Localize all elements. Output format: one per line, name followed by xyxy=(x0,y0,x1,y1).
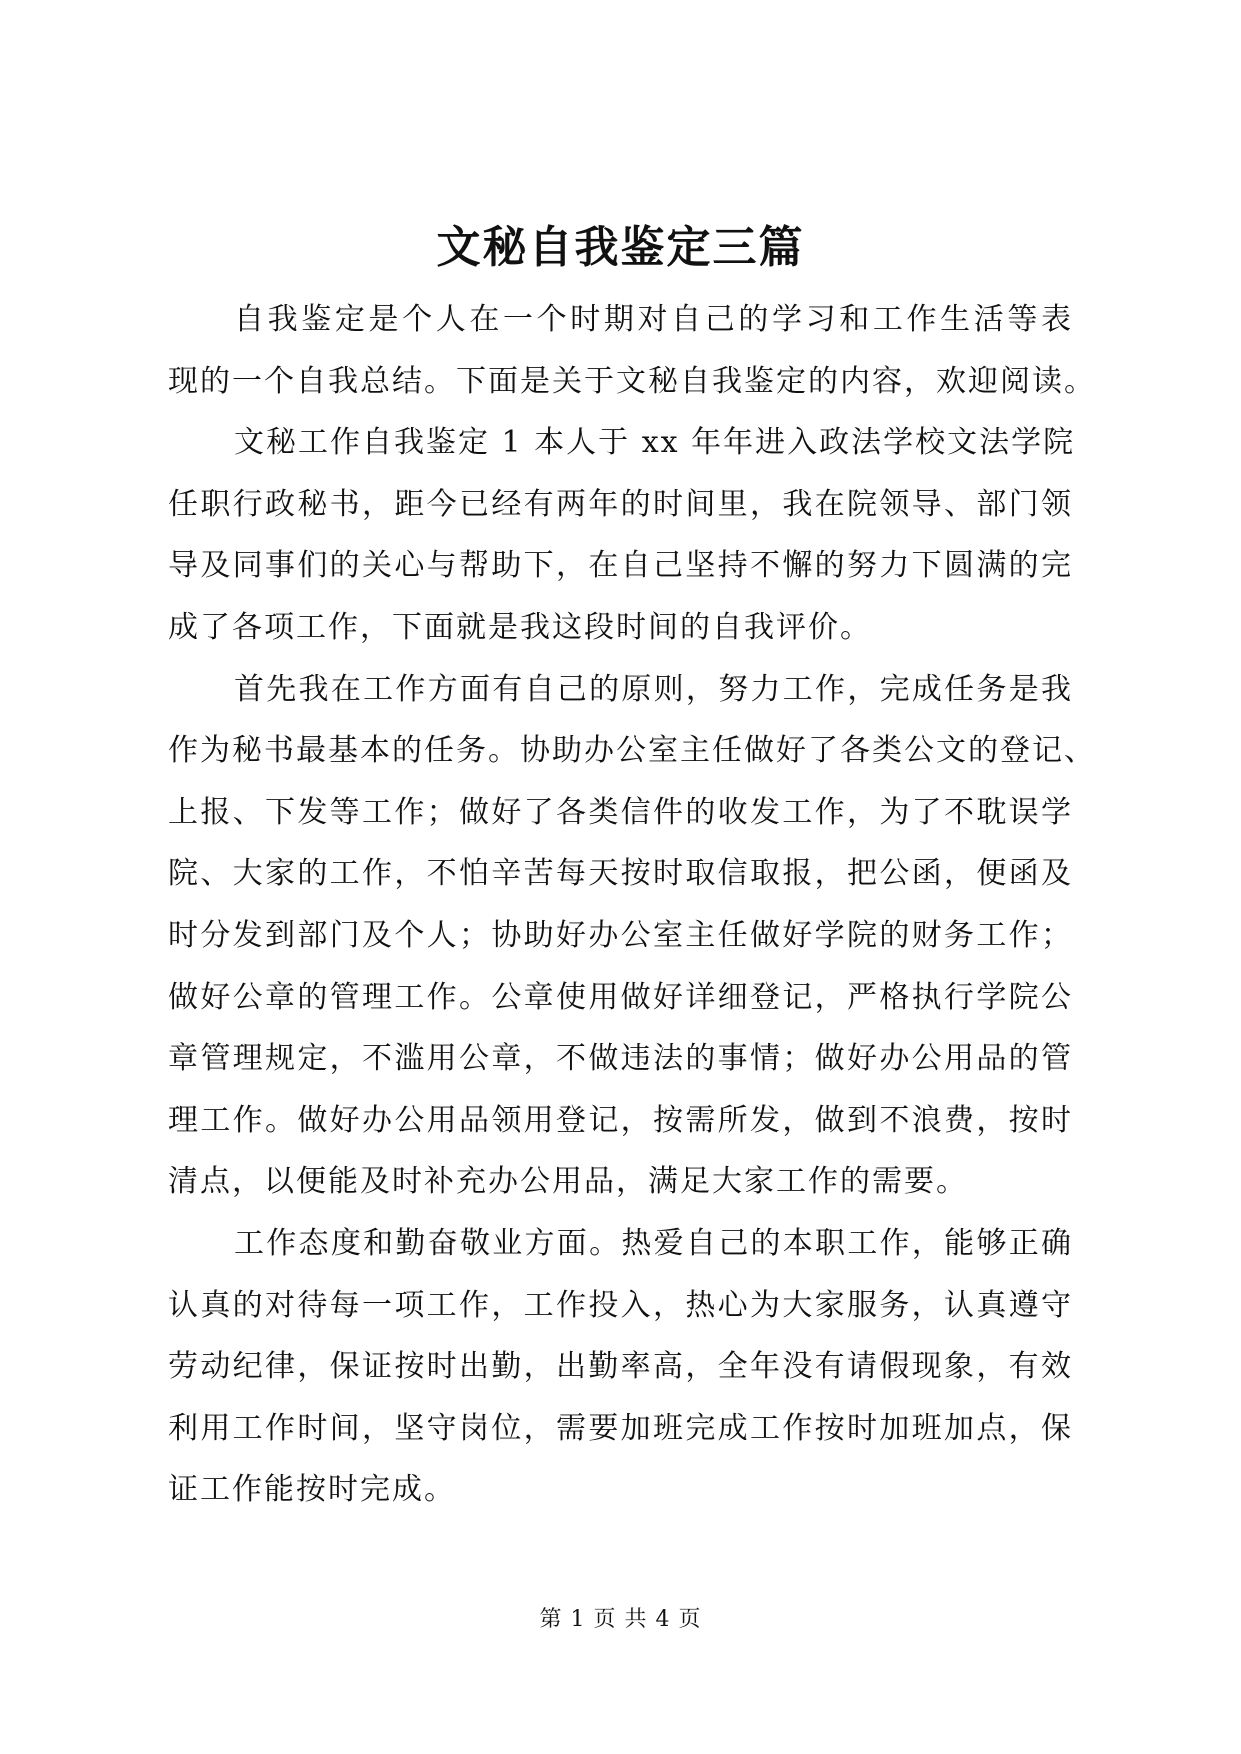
text-line: 导及同事们的关心与帮助下，在自己坚持不懈的努力下圆满的完 xyxy=(168,548,1073,584)
text-line: 文秘工作自我鉴定 1 本人于 xx 年年进入政法学校文法学院 xyxy=(234,425,1076,461)
text-line: 时分发到部门及个人；协助好办公室主任做好学院的财务工作； xyxy=(168,917,1073,953)
text-line: 自我鉴定是个人在一个时期对自己的学习和工作生活等表 xyxy=(234,302,1073,337)
text-line: 成了各项工作，下面就是我这段时间的自我评价。 xyxy=(168,609,872,645)
text-line: 证工作能按时完成。 xyxy=(168,1472,456,1508)
text-line: 首先我在工作方面有自己的原则，努力工作，完成任务是我 xyxy=(234,671,1073,707)
page-title: 文秘自我鉴定三篇 xyxy=(436,222,805,273)
text-line: 做好公章的管理工作。公章使用做好详细登记，严格执行学院公 xyxy=(168,979,1073,1015)
text-line: 工作态度和勤奋敬业方面。热爱自己的本职工作，能够正确 xyxy=(234,1225,1073,1261)
text-line: 清点，以便能及时补充办公用品，满足大家工作的需要。 xyxy=(168,1164,968,1200)
text-line: 作为秘书最基本的任务。协助办公室主任做好了各类公文的登记、 xyxy=(168,733,1096,769)
text-line: 利用工作时间，坚守岗位，需要加班完成工作按时加班加点，保 xyxy=(168,1410,1073,1446)
text-line: 院、大家的工作，不怕辛苦每天按时取信取报，把公函，便函及 xyxy=(168,856,1073,892)
text-line: 理工作。做好办公用品领用登记，按需所发，做到不浪费，按时 xyxy=(168,1102,1073,1138)
text-line: 上报、下发等工作；做好了各类信件的收发工作，为了不耽误学 xyxy=(168,794,1073,830)
page-footer: 第 1 页 共 4 页 xyxy=(539,1607,702,1632)
text-line: 现的一个自我总结。下面是关于文秘自我鉴定的内容，欢迎阅读。 xyxy=(168,363,1096,399)
text-line: 章管理规定，不滥用公章，不做违法的事情；做好办公用品的管 xyxy=(168,1041,1073,1077)
text-line: 任职行政秘书，距今已经有两年的时间里，我在院领导、部门领 xyxy=(168,486,1073,522)
document-body xyxy=(168,289,1096,1521)
text-line: 认真的对待每一项工作，工作投入，热心为大家服务，认真遵守 xyxy=(168,1287,1073,1323)
text-line: 劳动纪律，保证按时出勤，出勤率高，全年没有请假现象，有效 xyxy=(168,1349,1073,1385)
